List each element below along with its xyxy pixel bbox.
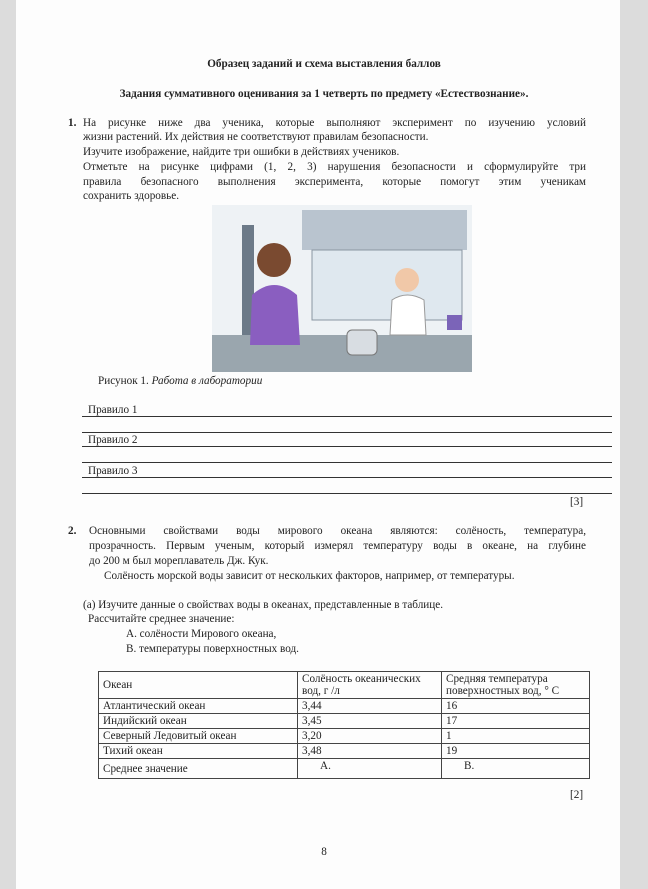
page-subtitle: Задания суммативного оценивания за 1 четверть по предмету «Естествознание».	[119, 88, 529, 100]
task2-score: [2]	[570, 789, 584, 801]
task2-calc: Рассчитайте среднее значение:	[88, 613, 235, 625]
table-row	[99, 699, 590, 714]
rule-1-label: Правило 1	[88, 404, 138, 416]
answer-cell-b[interactable]: B.	[442, 759, 590, 779]
rule-2-label: Правило 2	[88, 434, 138, 446]
task1-line: правила безопасного выполнения эксперимента, которые помогут этим ученикам	[83, 176, 586, 188]
table-row	[99, 744, 590, 759]
lab-illustration	[212, 205, 472, 372]
answer-line[interactable]	[82, 432, 612, 433]
task2-line: Солёность морской воды зависит от нескольких факторов, например, от температуры.	[104, 570, 515, 582]
task1-line: Изучите изображение, найдите три ошибки в действиях учеников.	[83, 146, 400, 158]
task1-number: 1.	[68, 117, 77, 129]
answer-line[interactable]	[82, 446, 612, 447]
table-row	[99, 714, 590, 729]
task2-line: Основными свойствами воды мирового океана являются: солёность, температура,	[89, 525, 586, 537]
cell: Тихий океан	[99, 744, 298, 759]
cell: 3,20	[298, 729, 442, 744]
task1-line: Отметьте на рисунке цифрами (1, 2, 3) нарушения безопасности и сформулируйте три	[83, 161, 586, 173]
task1-line: жизни растений. Их действия не соответствуют правилам безопасности.	[83, 131, 429, 143]
cell: Северный Ледовитый океан	[99, 729, 298, 744]
cell: 3,48	[298, 744, 442, 759]
table-row-average	[99, 759, 590, 779]
task2-item-b: B. температуры поверхностных вод.	[126, 643, 299, 655]
cell: 17	[442, 714, 590, 729]
task2-line: до 200 м был мореплаватель Дж. Кук.	[89, 555, 269, 567]
ocean-data-table	[98, 671, 590, 779]
answer-line[interactable]	[82, 493, 612, 494]
header-cell: Солёность океанических вод, г /л	[298, 672, 442, 699]
cell: Атлантический океан	[99, 699, 298, 714]
task1-line: сохранить здоровье.	[83, 190, 180, 202]
cell: Среднее значение	[99, 759, 298, 779]
task2-item-a: A. солёности Мирового океана,	[126, 628, 277, 640]
page-number: 8	[321, 846, 327, 858]
cell: 19	[442, 744, 590, 759]
cell: 1	[442, 729, 590, 744]
task2-part-a: (а) Изучите данные о свойствах воды в океанах, представленные в таблице.	[83, 599, 444, 611]
table-header-row	[99, 672, 590, 699]
answer-line[interactable]	[82, 477, 612, 478]
header-cell: Океан	[99, 672, 298, 699]
task1-score: [3]	[570, 496, 584, 508]
task2-line: прозрачность. Первым ученым, который измерял температуру воды в океане, на глубине	[89, 540, 586, 552]
cell: 16	[442, 699, 590, 714]
task2-number: 2.	[68, 525, 77, 537]
cell: 3,45	[298, 714, 442, 729]
answer-line[interactable]	[82, 462, 612, 463]
figure-title: Работа в лаборатории	[151, 375, 263, 387]
cell: Индийский океан	[99, 714, 298, 729]
figure-caption	[98, 375, 262, 388]
header-cell: Средняя температура поверхностных вод, ° С	[442, 672, 590, 699]
answer-line[interactable]	[82, 416, 612, 417]
rule-3-label: Правило 3	[88, 465, 138, 477]
cell: 3,44	[298, 699, 442, 714]
answer-cell-a[interactable]: A.	[298, 759, 442, 779]
figure-label: Рисунок 1.	[98, 375, 149, 387]
page-title: Образец заданий и схема выставления баллов	[207, 58, 441, 70]
task1-line: На рисунке ниже два ученика, которые выполняют эксперимент по изучению условий	[83, 117, 586, 129]
table-row	[99, 729, 590, 744]
